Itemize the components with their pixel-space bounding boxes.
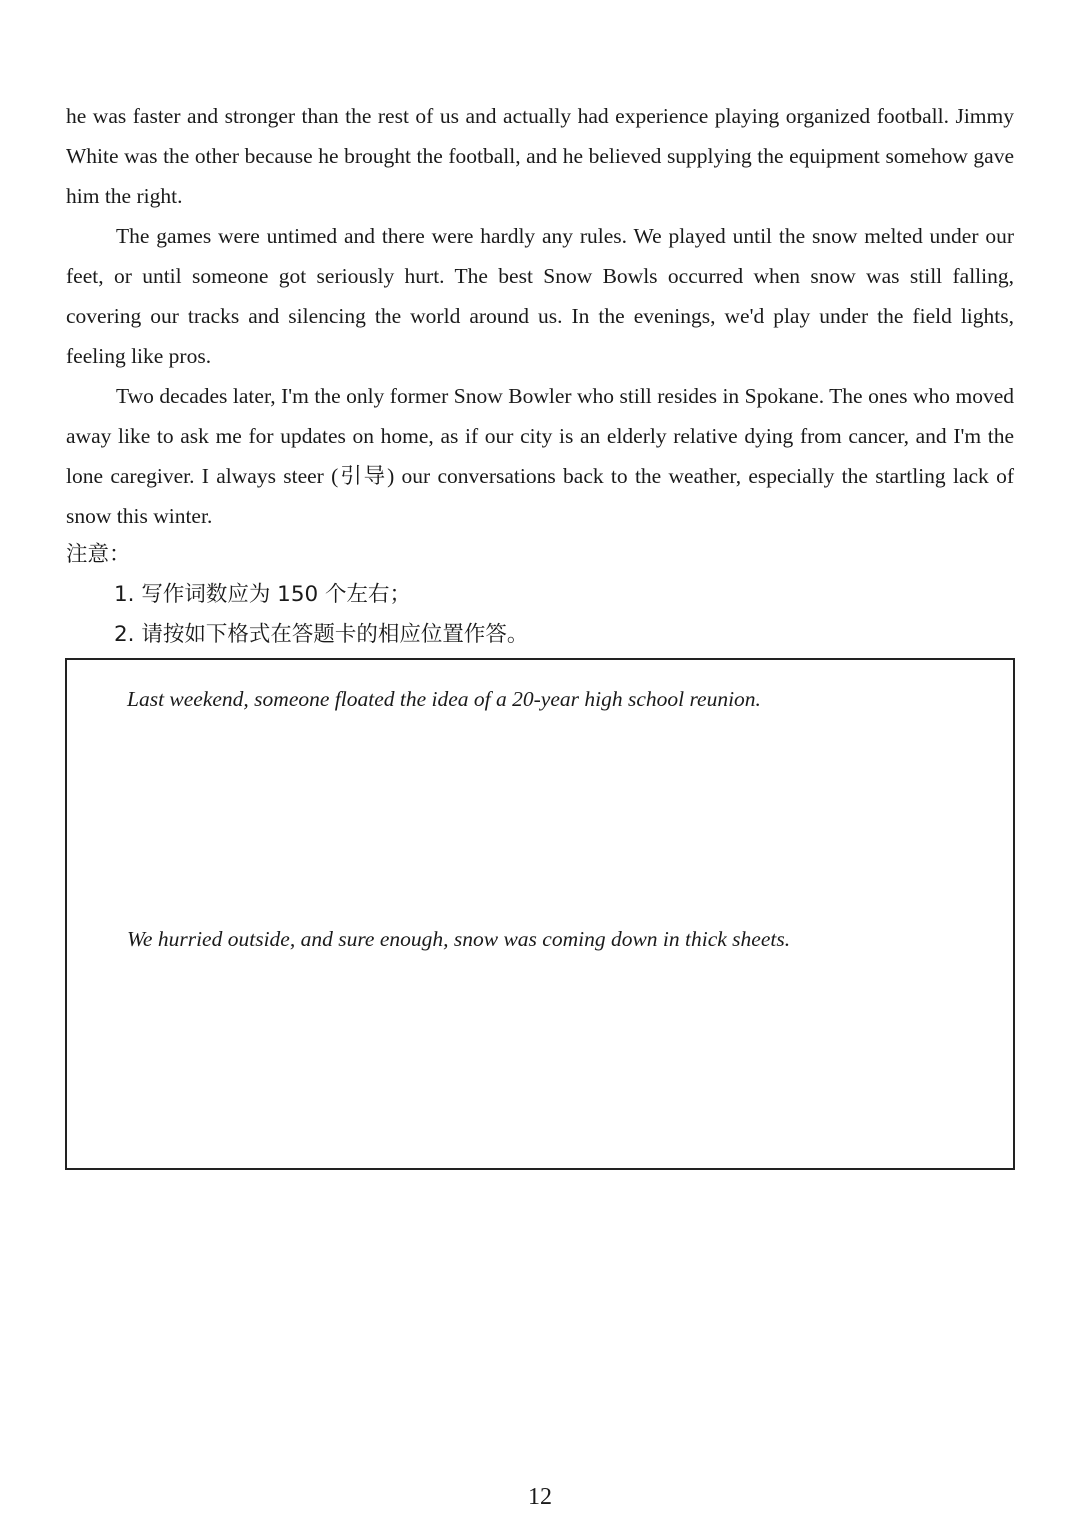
instruction-item-answer-format: 2. 请按如下格式在答题卡的相应位置作答。 <box>114 622 529 647</box>
passage-paragraph-3: Two decades later, I'm the only former Snow Bowler who still resides in Spokane. The ones who moved away like to ask me for updates on home, as if our city is an elderly relative dying from cancer, and I'm the lone caregiver. I always steer (引导) our conversations back to the weather, especially the startling lack of snow this winter. <box>66 384 1014 528</box>
paragraph-1-opening-sentence: Last weekend, someone floated the idea of a 20-year high school reunion. <box>127 687 761 711</box>
paragraph-2-opening-sentence: We hurried outside, and sure enough, snow was coming down in thick sheets. <box>127 927 791 951</box>
passage-paragraph-1: he was faster and stronger than the rest of us and actually had experience playing organized football. Jimmy White was the other because he brought the football, and he believed supplying the equipment somehow gave him the right. <box>66 104 1014 208</box>
answer-template-box <box>65 658 1015 1170</box>
page-number: 12 <box>528 1484 552 1510</box>
reading-passage <box>66 96 1014 536</box>
instructions-title: 注意： <box>66 542 131 567</box>
instruction-item-word-count: 1. 写作词数应为 150 个左右； <box>114 582 412 607</box>
instructions-section <box>66 535 1014 655</box>
passage-paragraph-2: The games were untimed and there were hardly any rules. We played until the snow melted under our feet, or until someone got seriously hurt. The best Snow Bowls occurred when snow was still falling, covering our tracks and silencing the world around us. In the evenings, we'd play under the field lights, feeling like pros. <box>66 224 1014 368</box>
